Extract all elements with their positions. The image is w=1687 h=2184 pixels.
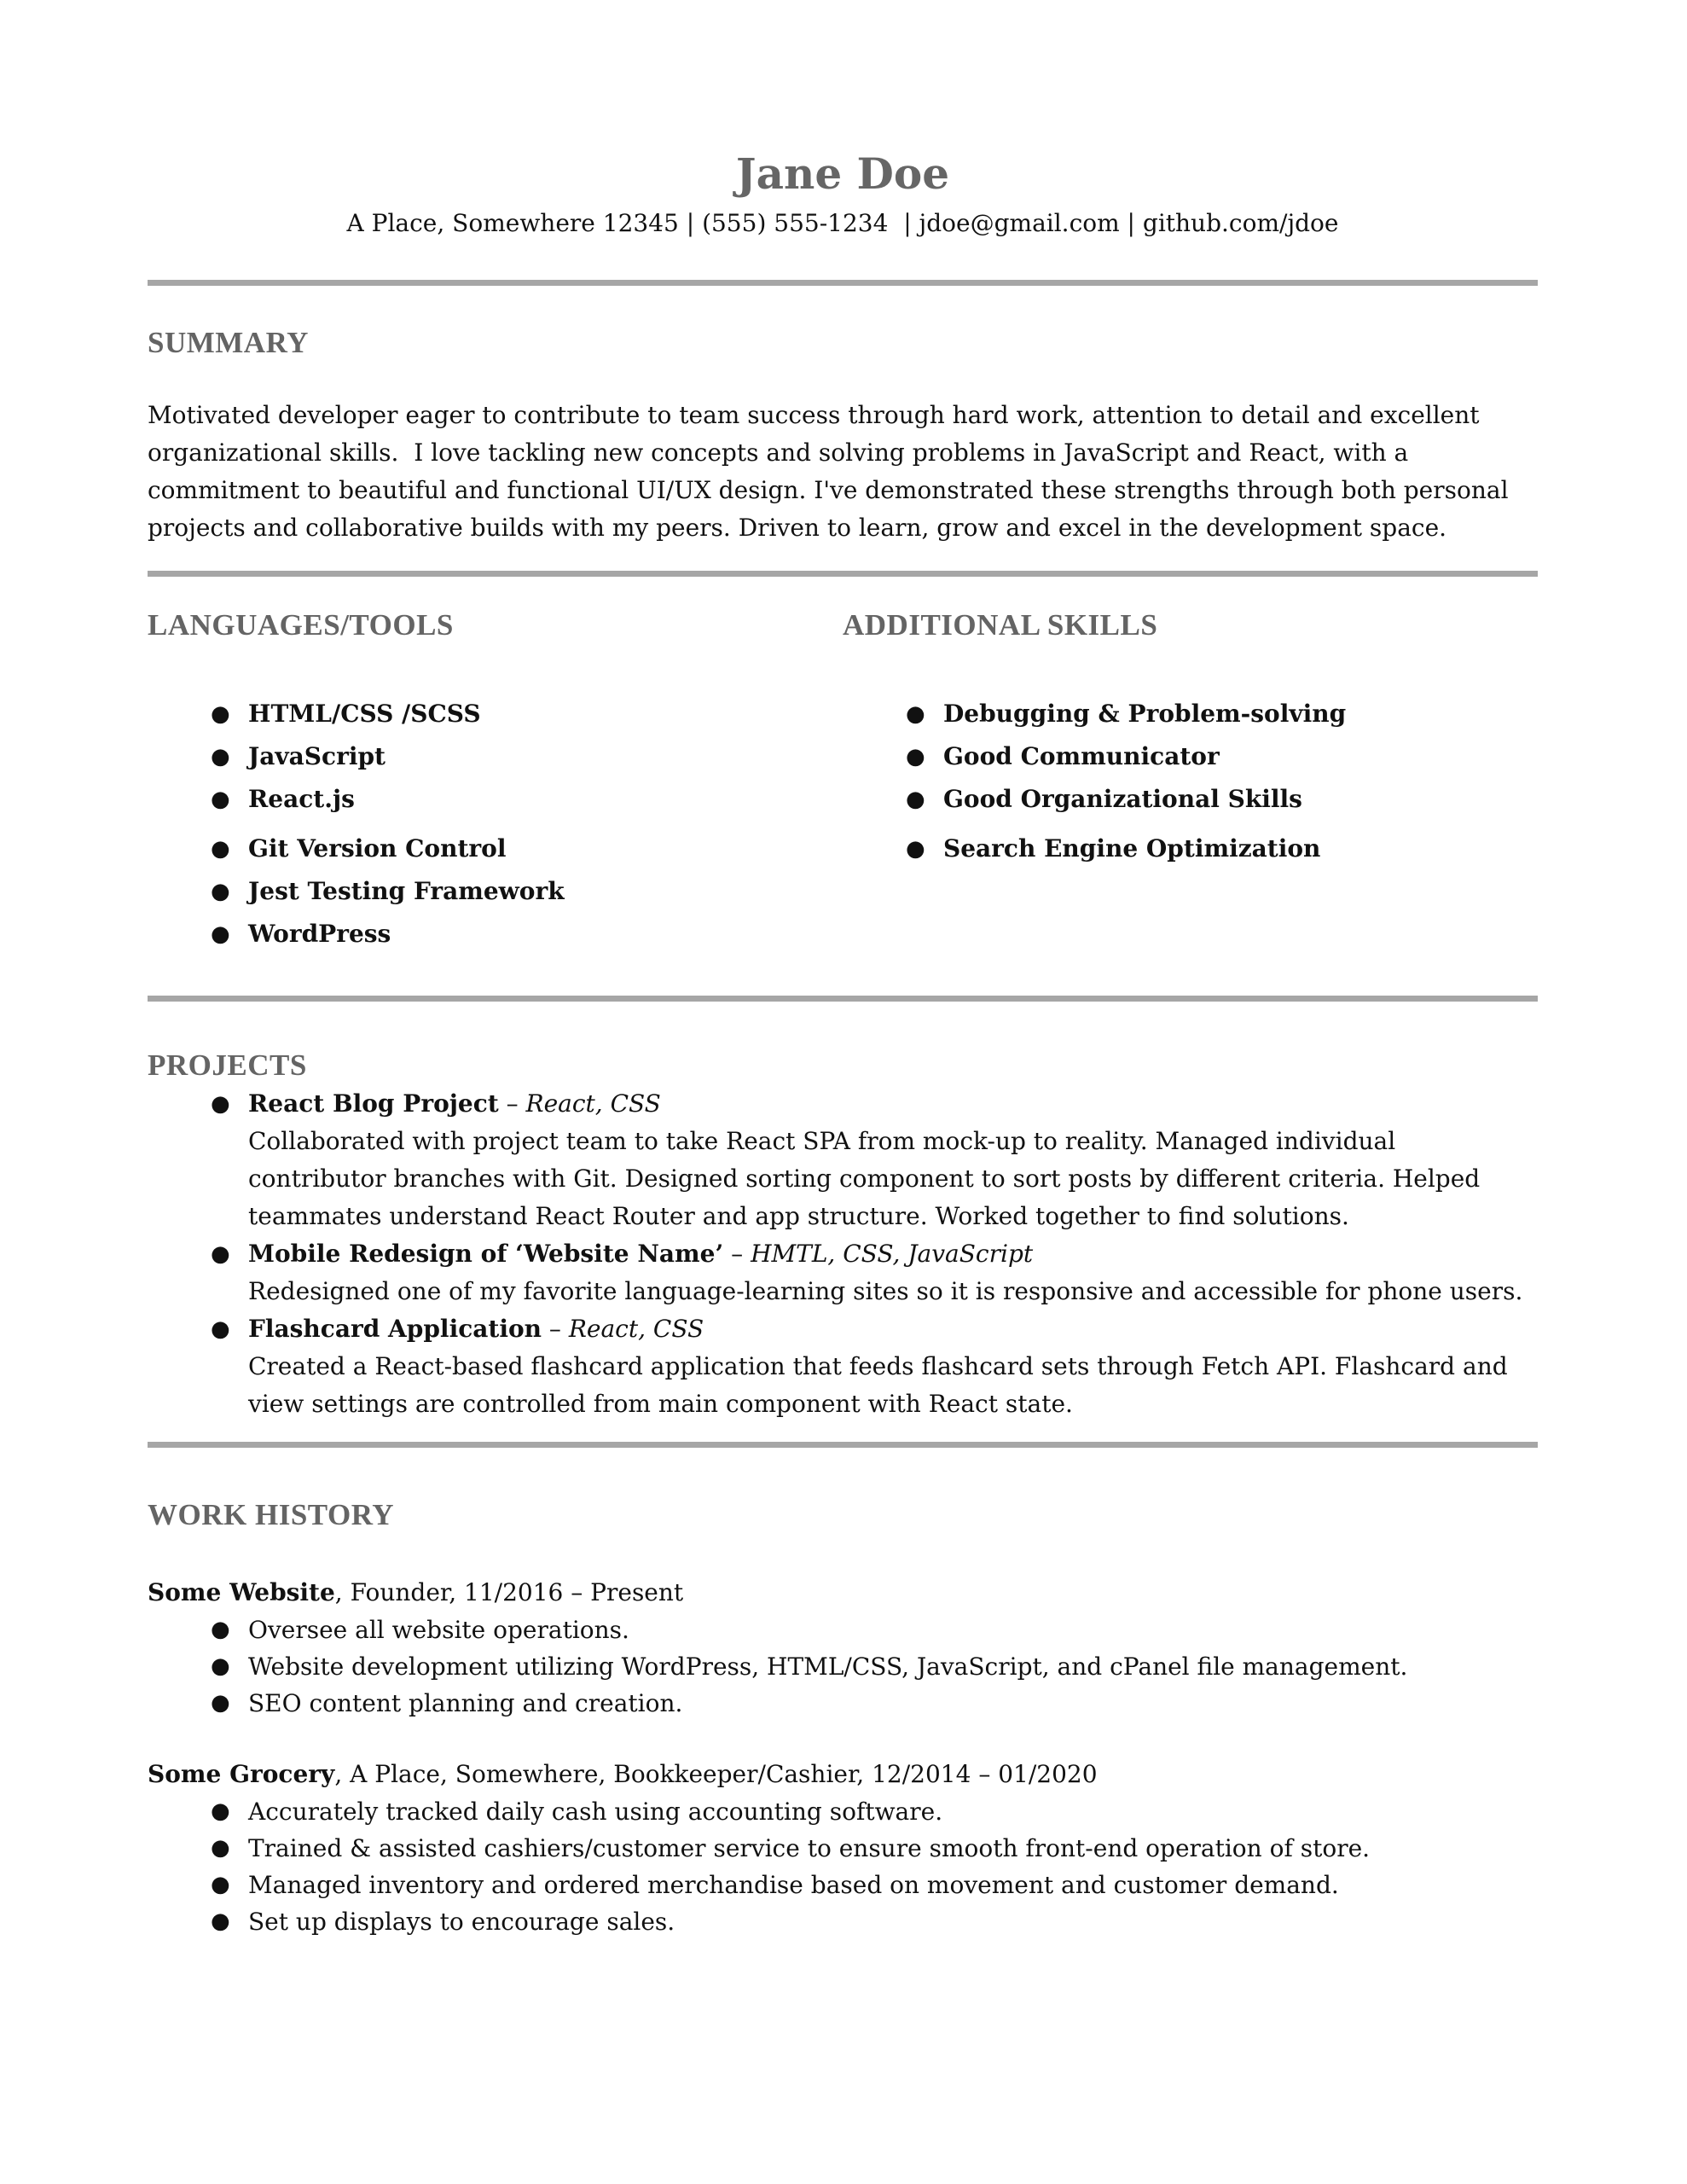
company-name: Some Website: [148, 1578, 335, 1606]
job-duties-list: [148, 1793, 1538, 1940]
summary-section: [148, 323, 1538, 547]
summary-heading: SUMMARY: [148, 326, 309, 359]
section-divider: [148, 280, 1538, 286]
job-meta: , A Place, Somewhere, Bookkeeper/Cashier, 12/2014 – 01/2020: [334, 1760, 1098, 1788]
company-name: Some Grocery: [148, 1760, 335, 1788]
resume-header: [148, 0, 1538, 241]
project-separator: –: [723, 1240, 751, 1268]
list-item: ● Website development utilizing WordPress, HTML/CSS, JavaScript, and cPanel file management.: [148, 1648, 1538, 1685]
additional-skills-list: [843, 693, 1538, 870]
job-duties-list: [148, 1612, 1538, 1722]
person-name: Jane Doe: [735, 148, 950, 199]
summary-text: Motivated developer eager to contribute to team success through hard work, attention to detail and excellent organizational skills. I love tackling new concepts and solving problems in JavaScript and React, with a commitment to beautiful and functional UI/UX design. I've demonstrated these strengths through both personal projects and collaborative builds with my peers. Driven to learn, grow and excel in the development space.: [148, 401, 1516, 542]
work-history-heading: WORK HISTORY: [148, 1498, 395, 1531]
list-item: ● JavaScript: [148, 735, 843, 778]
section-divider: [148, 1442, 1538, 1448]
skills-columns: [148, 606, 1538, 956]
additional-skills-heading: ADDITIONAL SKILLS: [843, 608, 1158, 642]
list-item: ● Good Communicator: [843, 735, 1538, 778]
project-item: [148, 1085, 1538, 1235]
section-divider: [148, 996, 1538, 1002]
section-divider: [148, 571, 1538, 577]
project-description: Redesigned one of my favorite language-learning sites so it is responsive and accessible for phone users.: [248, 1277, 1523, 1305]
projects-list: [148, 1085, 1538, 1423]
project-name: Flashcard Application: [248, 1315, 542, 1343]
project-item: [148, 1310, 1538, 1423]
languages-tools-section: [148, 606, 843, 956]
languages-tools-heading: LANGUAGES/TOOLS: [148, 608, 454, 642]
projects-heading: PROJECTS: [148, 1048, 307, 1082]
job-meta: , Founder, 11/2016 – Present: [334, 1578, 684, 1606]
project-item: [148, 1235, 1538, 1310]
list-item: ● Debugging & Problem-solving: [843, 693, 1538, 735]
list-item: ● React.js: [148, 778, 843, 821]
list-item: ● Managed inventory and ordered merchandise based on movement and customer demand.: [148, 1867, 1538, 1903]
list-item: ● WordPress: [148, 913, 843, 956]
project-stack: HMTL, CSS, JavaScript: [751, 1240, 1034, 1268]
list-item: ● Accurately tracked daily cash using accounting software.: [148, 1793, 1538, 1830]
contact-info: A Place, Somewhere 12345 | (555) 555-1234 | jdoe@gmail.com | github.com/jdoe: [346, 209, 1339, 237]
list-item: ● Jest Testing Framework: [148, 870, 843, 913]
job-entry: [148, 1574, 1538, 1722]
list-item: ● Good Organizational Skills: [843, 778, 1538, 821]
list-item: ● SEO content planning and creation.: [148, 1685, 1538, 1722]
project-description: Created a React-based flashcard application that feeds flashcard sets through Fetch API. Flashcard and view settings are controlled from main component with React state.: [248, 1352, 1508, 1418]
project-separator: –: [542, 1315, 569, 1343]
list-item: ● Git Version Control: [148, 828, 843, 870]
project-stack: React, CSS: [568, 1315, 704, 1343]
projects-section: [148, 1046, 1538, 1423]
languages-tools-list: [148, 693, 843, 956]
list-item: ● Oversee all website operations.: [148, 1612, 1538, 1648]
list-item: ● Set up displays to encourage sales.: [148, 1903, 1538, 1940]
project-name: Mobile Redesign of ‘Website Name’: [248, 1240, 724, 1268]
project-separator: –: [498, 1089, 526, 1118]
work-history-section: [148, 1496, 1538, 1940]
project-stack: React, CSS: [525, 1089, 661, 1118]
project-description: Collaborated with project team to take React SPA from mock-up to reality. Managed individual contributor branches with Git. Designed sorting component to sort posts by different criteria. Helped teammates understand React Router and app structure. Worked together to find solutions.: [248, 1127, 1481, 1230]
project-name: React Blog Project: [248, 1089, 499, 1118]
additional-skills-section: [843, 606, 1538, 956]
job-intro: [148, 1574, 1538, 1612]
list-item: ● Search Engine Optimization: [843, 828, 1538, 870]
job-intro: [148, 1756, 1538, 1793]
list-item: ● Trained & assisted cashiers/customer service to ensure smooth front-end operation of store.: [148, 1830, 1538, 1867]
job-entry: [148, 1756, 1538, 1940]
list-item: ● HTML/CSS /SCSS: [148, 693, 843, 735]
